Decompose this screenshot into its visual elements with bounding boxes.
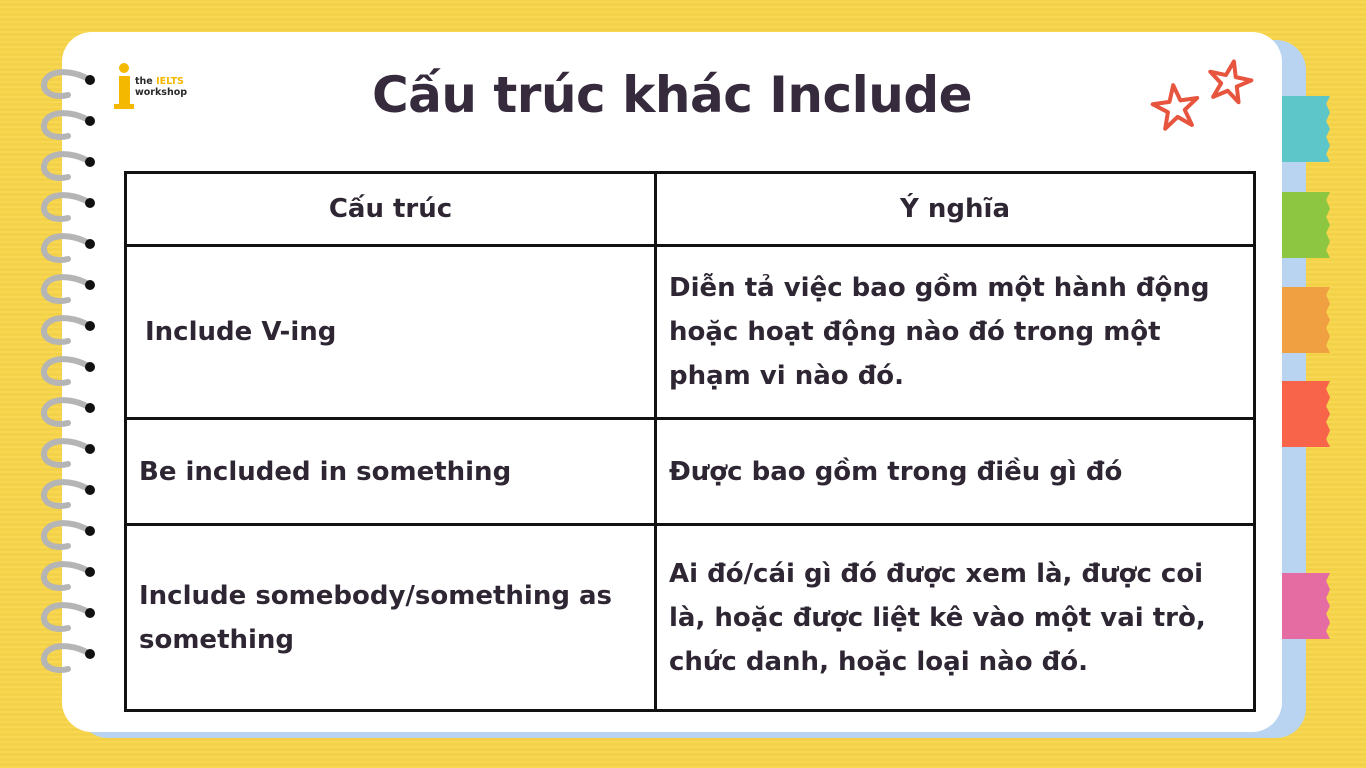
star-doodle-icon [1148, 55, 1266, 135]
header-structure: Cấu trúc [126, 173, 656, 246]
notebook-tab-red [1282, 381, 1330, 447]
table-row [126, 246, 1255, 419]
logo-accent: IELTS [156, 76, 184, 87]
binding-ring [44, 523, 95, 547]
binding-ring [44, 359, 95, 383]
binding-ring [44, 318, 95, 342]
binding-ring [44, 482, 95, 506]
meaning-cell: Diễn tả việc bao gồm một hành động hoặc hoạt động nào đó trong một phạm vi nào đó. [656, 246, 1255, 419]
table-header-row [126, 173, 1255, 246]
structure-cell: Be included in something [126, 419, 656, 525]
binding-ring [44, 400, 95, 424]
meaning-cell: Được bao gồm trong điều gì đó [656, 419, 1255, 525]
notebook-tab-orange [1282, 287, 1330, 353]
structure-cell: Include somebody/something as something [126, 525, 656, 711]
binding-ring [44, 236, 95, 260]
binding-ring [44, 154, 95, 178]
logo-line2: workshop [135, 87, 188, 98]
binding-ring [44, 277, 95, 301]
binding-ring [44, 195, 95, 219]
structure-table [124, 171, 1256, 712]
binding-ring [44, 564, 95, 588]
notebook-tab-pink [1282, 573, 1330, 639]
structure-cell: Include V-ing [126, 246, 656, 419]
table-row [126, 525, 1255, 711]
logo-line1: the [135, 76, 153, 87]
page-title: Cấu trúc khác Include [371, 66, 973, 124]
binding-ring [44, 646, 95, 670]
binding-ring [44, 441, 95, 465]
binding-ring [44, 605, 95, 629]
notebook-tab-green [1282, 192, 1330, 258]
header-meaning: Ý nghĩa [656, 173, 1255, 246]
meaning-cell: Ai đó/cái gì đó được xem là, được coi là, hoặc được liệt kê vào một vai trò, chức danh, hoặc loại nào đó. [656, 525, 1255, 711]
table-row [126, 419, 1255, 525]
